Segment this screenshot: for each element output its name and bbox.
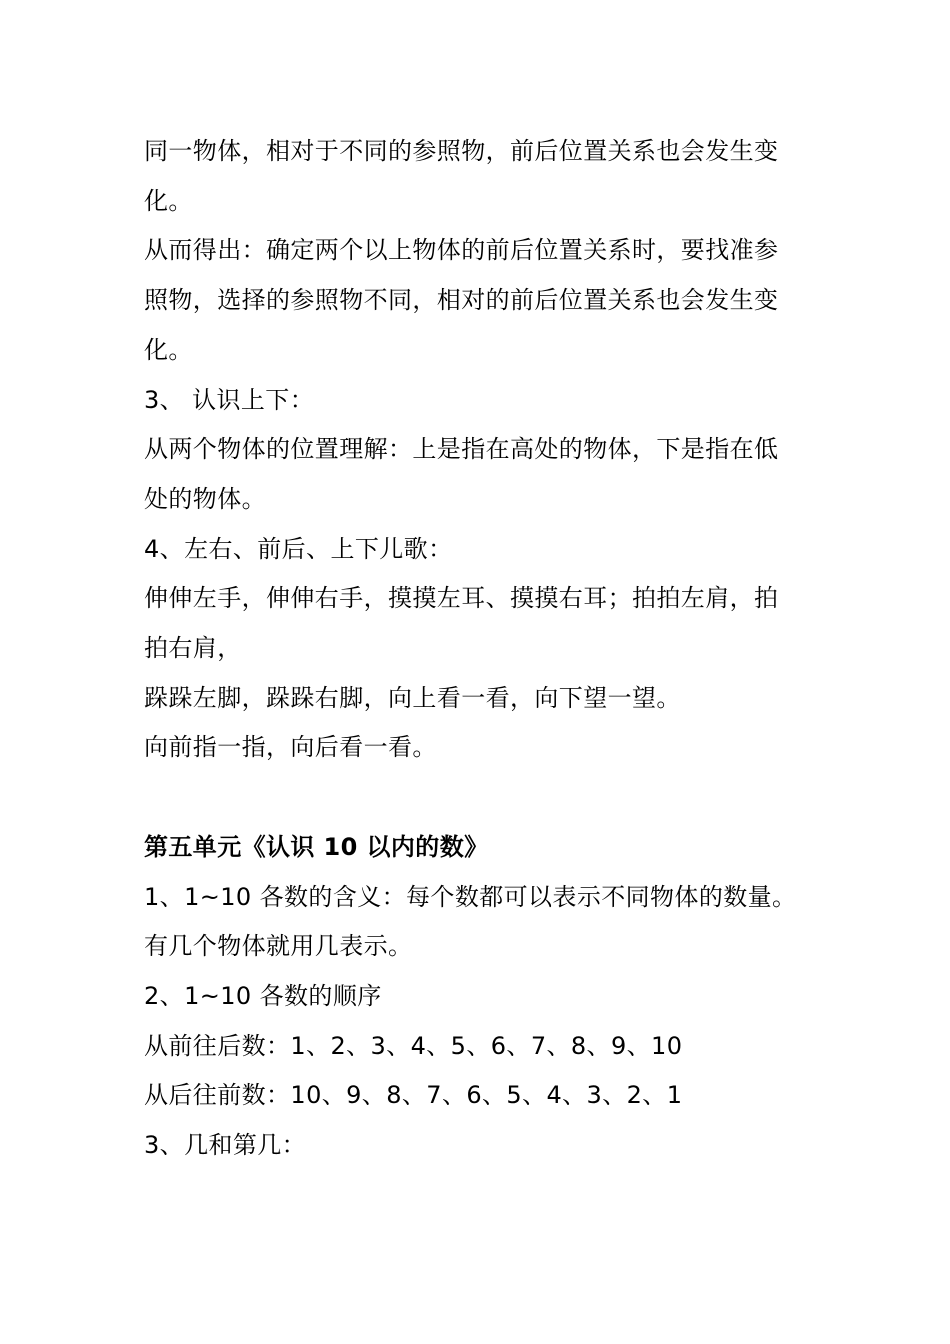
rhyme-line: 向前指一指，向后看一看。 <box>144 733 437 762</box>
rhyme-line: 跺跺左脚，跺跺右脚，向上看一看，向下望一望。 <box>144 683 681 712</box>
text-line: 化。 <box>144 186 193 215</box>
list-item-heading: 3、 认识上下： <box>144 385 315 414</box>
rhyme-line: 伸伸左手，伸伸右手，摸摸左耳、摸摸右耳；拍拍左肩，拍 <box>144 584 779 613</box>
text-line: 化。 <box>144 335 193 364</box>
text-line: 从而得出：确定两个以上物体的前后位置关系时，要找准参 <box>144 236 779 265</box>
list-item-heading: 4、左右、前后、上下儿歌： <box>144 534 453 563</box>
list-item-heading: 1、1~10 各数的含义：每个数都可以表示不同物体的数量。 <box>144 882 797 911</box>
list-item-heading: 3、几和第几： <box>144 1131 307 1160</box>
text-line: 照物，选择的参照物不同，相对的前后位置关系也会发生变 <box>144 286 779 315</box>
text-line: 从两个物体的位置理解：上是指在高处的物体，下是指在低 <box>144 435 779 464</box>
text-line: 有几个物体就用几表示。 <box>144 932 413 961</box>
text-line: 从后往前数：10、9、8、7、6、5、4、3、2、1 <box>144 1081 683 1110</box>
text-line: 从前往后数：1、2、3、4、5、6、7、8、9、10 <box>144 1031 683 1060</box>
rhyme-line: 拍右肩， <box>144 634 242 663</box>
list-item-heading: 2、1~10 各数的顺序 <box>144 981 382 1010</box>
document-body <box>144 127 814 1171</box>
section-heading: 第五单元《认识 10 以内的数》 <box>144 832 489 861</box>
text-line: 处的物体。 <box>144 484 266 513</box>
text-line: 同一物体，相对于不同的参照物，前后位置关系也会发生变 <box>144 137 779 165</box>
paragraph-spacer <box>144 773 814 823</box>
